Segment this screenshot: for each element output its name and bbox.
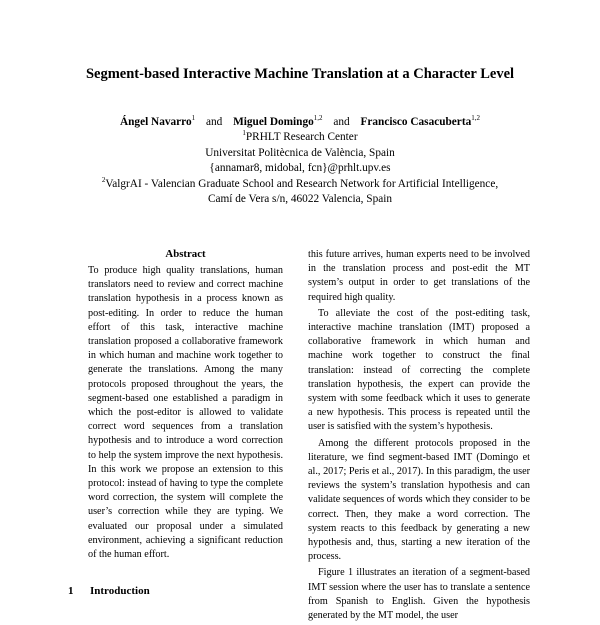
section-heading [68, 585, 150, 597]
author-emails: {annamar8, midobal, fcn}@prhlt.upv.es [209, 162, 391, 175]
affiliation-name: PRHLT Research Center [245, 131, 358, 144]
author-block [0, 115, 600, 207]
author-affiliation-mark: 1,2 [471, 114, 480, 122]
author-name: Miguel Domingo [233, 116, 314, 128]
paper-title: Segment-based Interactive Machine Translation at a Character Level [85, 66, 515, 82]
affiliation-address: Camí de Vera s/n, 46022 Valencia, Spain [207, 193, 393, 206]
affiliation-name: ValgrAI - Valencian Graduate School and Research Network for Artificial Intelligence, [105, 177, 499, 190]
body-paragraph: this future arrives, human experts need to be involved in the translation process and post-edit the MT system’s output in order to get translations of the required high quality. [308, 249, 530, 303]
abstract-text: To produce high quality translations, human translators need to review and correct machine translation hypothesis in a process known as post-editing. In order to reduce the human effort of this task, interactive machine translation proposed a collaborative framework in which human and machine work together to generate the translations. Among the many protocols proposed throughout the years, the segment-based one established a paradigm in which the post-editor is allowed to validate correct word sequences from a translation hypothesis and to introduce a word correction to help the system improve the next hypothesis. In this work we propose an extension to this protocol: instead of having to type the complete word correction, the system will complete the user’s correction while they are typing. We evaluated our proposal under a simulated environment, achieving a significant reduction of the human effort. [88, 265, 283, 561]
author-name: Francisco Casacuberta [360, 116, 472, 128]
affiliation-2 [0, 177, 600, 192]
abstract-heading: Abstract [165, 248, 206, 260]
section-title: Introduction [90, 585, 150, 597]
right-column [308, 248, 530, 625]
author-affiliation-mark: 1 [191, 114, 196, 122]
affiliation-university: Universitat Politècnica de València, Spain [205, 146, 395, 159]
body-paragraph: Figure 1 illustrates an iteration of a segment-based IMT session where the user has to translate a sentence from Spanish to English. Given the hypothesis generated by the MT model, the user [308, 567, 530, 622]
author-name: Ángel Navarro [119, 116, 192, 128]
abstract-body [88, 264, 283, 562]
author-affiliation-mark: 1,2 [313, 114, 323, 122]
body-paragraph: Among the different protocols proposed in the literature, we find segment-based IMT (Domingo et al., 2017; Peris et al., 2017). In this paradigm, the user reviews the system’s translation hypothesis and can validate sequences of words which they consider to be correct. Then, they make a word correction. The system reacts to this feedback by generating a new hypothesis and, thus, starting a new iteration of the process. [308, 437, 530, 563]
affiliation-mark: 1 [242, 129, 246, 138]
author-line [0, 115, 600, 130]
affiliation-mark: 2 [101, 175, 106, 184]
and-word: and [205, 116, 223, 128]
section-number: 1 [68, 585, 74, 597]
affiliation-1 [0, 130, 600, 145]
and-word: and [333, 116, 350, 128]
body-paragraph: To alleviate the cost of the post-editing task, interactive machine translation (IMT) proposed a collaborative framework in which human and machine work together to construct the final translation: instead of correcting the complete translation hypothesis, the expert can provide the system with some feedback which it uses to generate a new hypothesis. This process is repeated until the user is satisfied with the system’s hypothesis. [308, 307, 530, 433]
